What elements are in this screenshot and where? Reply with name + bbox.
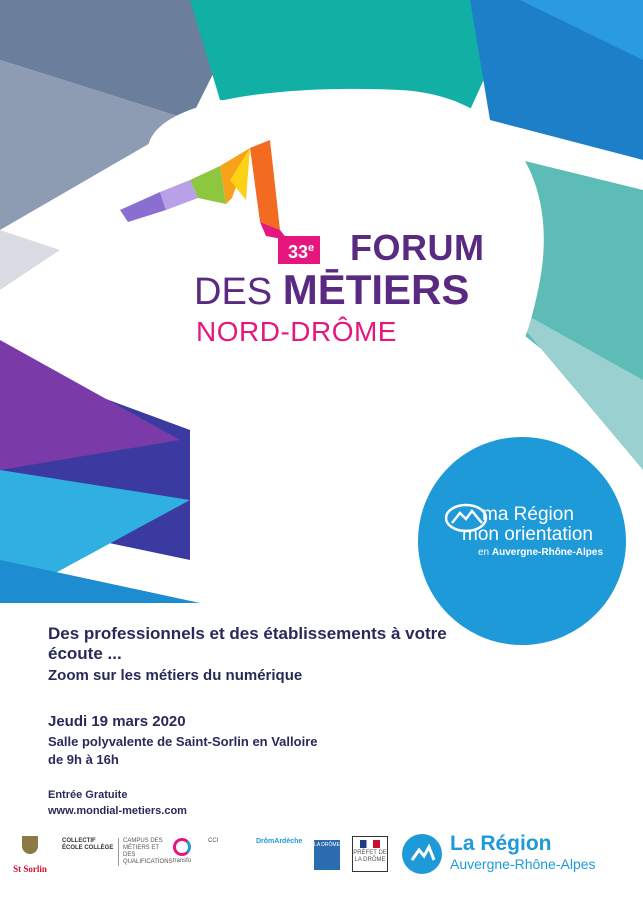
la-drome-logo: LA DRÔME bbox=[314, 840, 340, 870]
edition-badge bbox=[278, 236, 320, 264]
campus-logo bbox=[118, 838, 173, 866]
event-date: Jeudi 19 mars 2020 bbox=[48, 713, 186, 730]
la-region-subtitle: Auvergne-Rhône-Alpes bbox=[450, 856, 596, 872]
prefet-name: PRÉFET DE LA DRÔME bbox=[353, 850, 387, 863]
dromardeche-name: DrômArdèche bbox=[256, 838, 303, 845]
metiers-word: MĒTIERS bbox=[282, 266, 470, 313]
event-venue: Salle polyvalente de Saint-Sorlin en Valloire bbox=[48, 734, 318, 749]
event-hours: de 9h à 16h bbox=[48, 752, 119, 767]
des-word: DES bbox=[194, 271, 273, 313]
cci-name: CCI bbox=[208, 838, 219, 844]
french-flag-icon bbox=[360, 840, 380, 848]
st-sorlin-logo bbox=[10, 836, 50, 892]
campus-name: CAMPUS DES MÉTIERS ET DES QUALIFICATIONS bbox=[123, 838, 173, 865]
crest-icon bbox=[22, 836, 38, 854]
edition-number: 33 bbox=[288, 242, 309, 262]
partner-logos bbox=[0, 828, 643, 909]
transfo-ring-icon bbox=[173, 838, 191, 856]
transfo-name: transfo bbox=[172, 858, 192, 864]
des-metiers-heading bbox=[194, 268, 469, 314]
transfo-logo bbox=[168, 838, 196, 865]
region-badge-line2: mon orientation bbox=[462, 524, 593, 545]
la-region-mountain-glyph bbox=[402, 834, 442, 874]
digital-jobs-subtitle: Zoom sur les métiers du numérique bbox=[48, 667, 303, 684]
tagline: Des professionnels et des établissements à votre écoute ... bbox=[48, 624, 447, 663]
website-link[interactable]: www.mondial-metiers.com bbox=[48, 805, 187, 817]
nord-drome-subtitle: NORD-DRÔME bbox=[196, 316, 397, 347]
prefet-logo bbox=[352, 836, 388, 872]
region-badge-line1: ma Région bbox=[482, 504, 574, 525]
collectif-name: COLLECTIF ÉCOLE COLLÈGE bbox=[62, 838, 114, 851]
la-region-title: La Région bbox=[450, 832, 552, 855]
dromardeche-logo bbox=[256, 838, 302, 845]
region-orientation-badge bbox=[412, 431, 632, 651]
forum-word: FORUM bbox=[350, 227, 485, 268]
region-badge-region: Auvergne-Rhône-Alpes bbox=[491, 547, 604, 558]
collectif-logo bbox=[62, 838, 114, 852]
free-entry: Entrée Gratuite bbox=[48, 789, 128, 801]
la-region-mountain-icon bbox=[402, 834, 442, 874]
cci-logo bbox=[208, 838, 246, 845]
region-badge-line3 bbox=[478, 547, 603, 559]
region-badge-prefix: en bbox=[478, 547, 490, 558]
st-sorlin-name: St Sorlin bbox=[13, 864, 47, 874]
forum-m-logo bbox=[120, 140, 300, 250]
edition-suffix: e bbox=[308, 242, 315, 254]
